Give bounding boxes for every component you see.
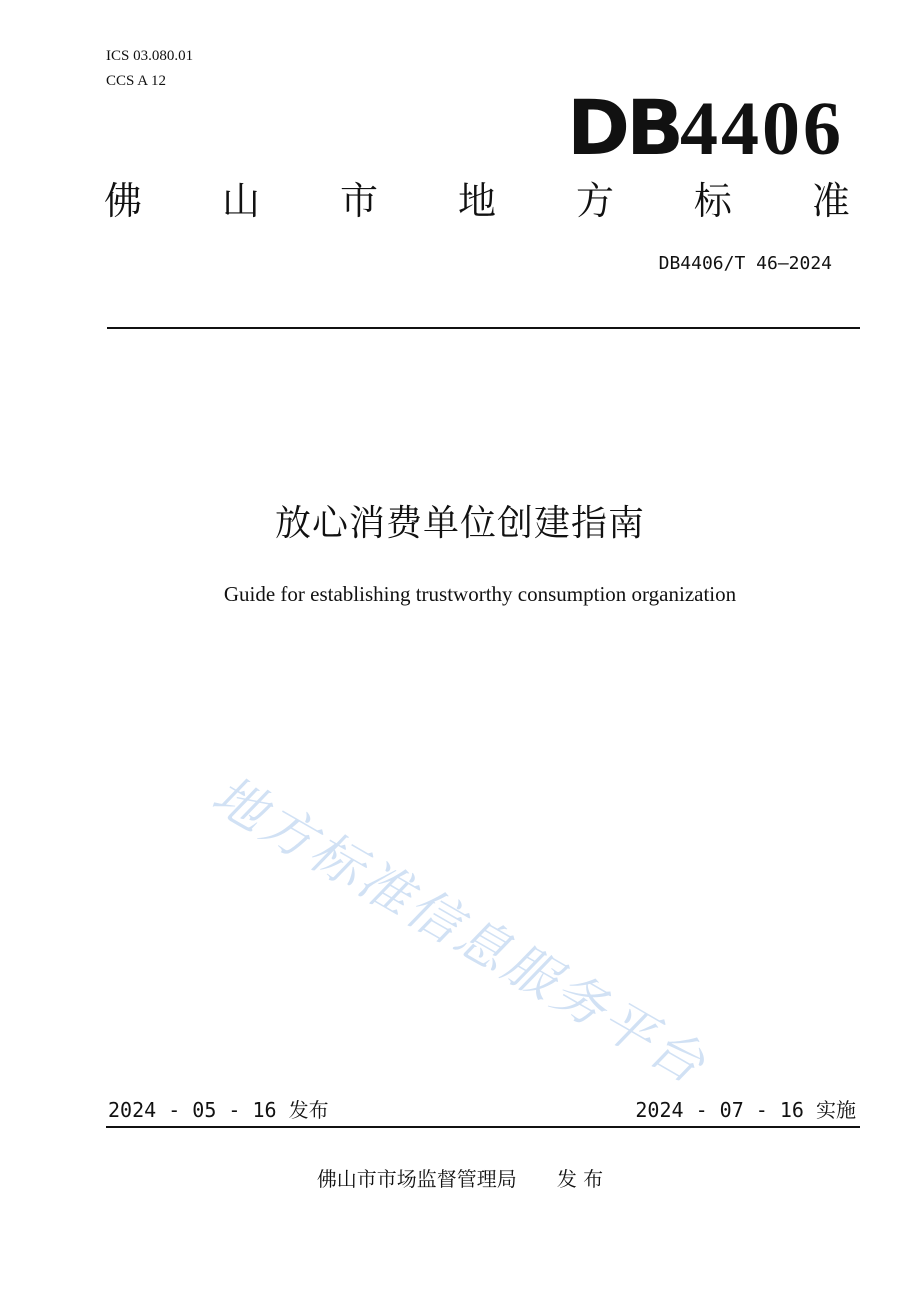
implementation-date: 2024 - 07 - 16 实施 [635, 1098, 856, 1122]
standard-type-char: 准 [811, 179, 850, 223]
issuer-line [0, 1166, 920, 1192]
standard-code: DB4406/T 46—2024 [658, 253, 832, 274]
ccs-code: CCS A 12 [106, 73, 167, 89]
standard-type-char: 山 [221, 179, 260, 223]
db-logo [566, 83, 844, 172]
issue-date: 2024 - 05 - 16 发布 [108, 1098, 329, 1122]
standard-type-char: 标 [693, 179, 732, 223]
bottom-divider [106, 1126, 860, 1128]
standard-type-heading [104, 178, 850, 224]
db-logo-number: 4406 [680, 87, 844, 171]
title-english: Guide for establishing trustworthy consumption organization [223, 582, 737, 606]
issuer-action: 发 布 [556, 1167, 604, 1191]
issuer-name: 佛山市市场监督管理局 [316, 1167, 517, 1191]
title-chinese: 放心消费单位创建指南 [274, 503, 645, 544]
standard-type-char: 方 [575, 179, 614, 223]
standard-type-char: 佛 [104, 179, 143, 223]
watermark-text: 地方标准信息服务平台 [202, 765, 717, 1097]
standard-type-char: 市 [339, 179, 378, 223]
db-logo-prefix: DB [566, 83, 680, 172]
standard-type-char: 地 [457, 179, 496, 223]
top-divider [107, 327, 860, 329]
ics-code: ICS 03.080.01 [106, 48, 194, 64]
